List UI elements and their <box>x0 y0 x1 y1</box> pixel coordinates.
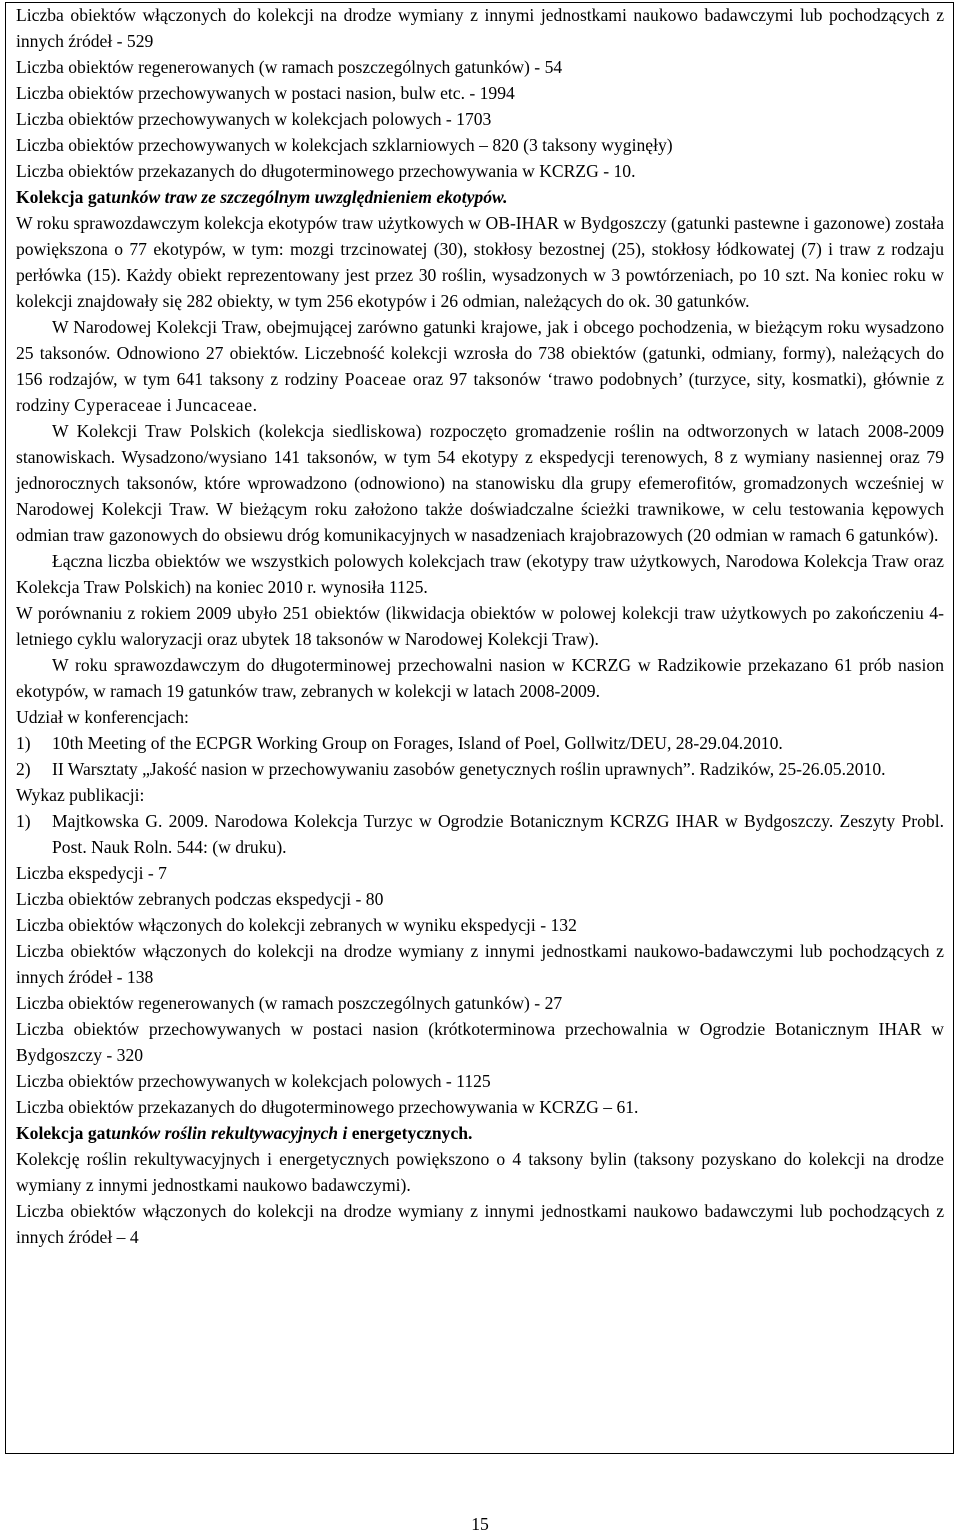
publications-title: Wykaz publikacji: <box>16 785 145 805</box>
stat-line: Liczba obiektów włączonych do kolekcji na drodze wymiany z innymi jednostkami naukowo badawczymi lub pochodzących z innych źródeł - 529 <box>16 5 944 51</box>
stat-line: Liczba obiektów przekazanych do długoterminowego przechowywania w KCRZG - 10. <box>16 161 636 181</box>
stat-line: Liczba obiektów regenerowanych (w ramach poszczególnych gatunków) - 27 <box>16 993 563 1013</box>
paragraph-comparison-2009: W porównaniu z rokiem 2009 ubyło 251 obiektów (likwidacja obiektów w polowej kolekcji traw użytkowych po zakończeniu 4-letniego cyklu waloryzacji oraz ubytek 18 taksonów w Narodowej Kolekcji Traw). <box>16 603 944 649</box>
stat-line: Liczba obiektów przechowywanych w postaci nasion (krótkoterminowa przechowalnia w Ogrodzie Botanicznym IHAR w Bydgoszczy - 320 <box>16 1019 944 1065</box>
stat-line: Liczba obiektów regenerowanych (w ramach poszczególnych gatunków) - 54 <box>16 57 563 77</box>
stat-line: Liczba ekspedycji - 7 <box>16 863 167 883</box>
document-body <box>16 2 944 1250</box>
list-item: 2) II Warsztaty „Jakość nasion w przechowywaniu zasobów genetycznych roślin uprawnych”. Radzików, 25-26.05.2010. <box>16 759 886 779</box>
paragraph-ecotypes: W roku sprawozdawczym kolekcja ekotypów traw użytkowych w OB-IHAR w Bydgoszczy (gatunki pastewne i gazonowe) została powiększona o 77 ekotypów, w tym: mozgi trzcinowatej (30), stokłosy bezostnej (25), stokłosy łódkowatej (7) i traw z rodzaju perłówka (15). Każdy obiekt reprezentowany jest przez 30 roślin, wysadzonych w 3 powtórzeniach, po 10 szt. Na koniec roku w kolekcji znajdowały się 282 obiekty, w tym 256 ekotypów i 26 odmian, należących do ok. 30 gatunków. <box>16 213 944 311</box>
page-number: 15 <box>471 1514 489 1534</box>
stat-line: Liczba obiektów zebranych podczas ekspedycji - 80 <box>16 889 384 909</box>
paragraph-reclamation: Kolekcję roślin rekultywacyjnych i energetycznych powiększono o 4 taksony bylin (taksony pozyskano do kolekcji na drodze wymiany z innymi jednostkami naukowo badawczymi). <box>16 1149 944 1195</box>
stat-line: Liczba obiektów przechowywanych w postaci nasion, bulw etc. - 1994 <box>16 83 515 103</box>
stat-line: Liczba obiektów przechowywanych w kolekcjach polowych - 1125 <box>16 1071 491 1091</box>
paragraph-total-objects: Łączna liczba obiektów we wszystkich polowych kolekcjach traw (ekotypy traw użytkowych, Narodowa Kolekcja Traw oraz Kolekcja Traw Polskich) na koniec 2010 r. wynosiła 1125. <box>16 551 944 597</box>
paragraph-polish-grasses: W Kolekcji Traw Polskich (kolekcja siedliskowa) rozpoczęto gromadzenie roślin na odtworzonych w latach 2008-2009 stanowiskach. Wysadzono/wysiano 141 taksonów, w tym 54 ekotypy z ekspedycji terenowych, 8 z wymiany nasiennej oraz 79 jednorocznych taksonów, które wprowadzono (odnowiono) na stanowisku dla grupy efemerofitów, gromadzonych wcześniej w Narodowej Kolekcji Traw. W bieżącym roku założono także doświadczalne ścieżki trawnikowe, w celu testowania kępowych odmian traw gazonowych do obsiewu dróg komunikacyjnych w nasadzeniach krajobrazowych (20 odmian w ramach 6 gatunków). <box>16 421 944 545</box>
stat-line: Liczba obiektów włączonych do kolekcji zebranych w wyniku ekspedycji - 132 <box>16 915 577 935</box>
conferences-title: Udział w konferencjach: <box>16 707 189 727</box>
list-item: 1) Majtkowska G. 2009. Narodowa Kolekcja Turzyc w Ogrodzie Botanicznym KCRZG IHAR w Bydgoszczy. Zeszyty Probl. Post. Nauk Roln. 544: (w druku). <box>16 811 944 857</box>
paragraph-long-term-storage: W roku sprawozdawczym do długoterminowej przechowalni nasion w KCRZG w Radzikowie przekazano 61 prób nasion ekotypów, w ramach 19 gatunków traw, zebranych w kolekcji w latach 2008-2009. <box>16 655 944 701</box>
stat-line: Liczba obiektów włączonych do kolekcji na drodze wymiany z innymi jednostkami naukowo-badawczymi lub pochodzących z innych źródeł - 138 <box>16 941 944 987</box>
stat-line: Liczba obiektów przechowywanych w kolekcjach polowych - 1703 <box>16 109 492 129</box>
stat-line: Liczba obiektów przekazanych do długoterminowego przechowywania w KCRZG – 61. <box>16 1097 639 1117</box>
list-item: 1) 10th Meeting of the ECPGR Working Group on Forages, Island of Poel, Gollwitz/DEU, 28-29.04.2010. <box>16 733 783 753</box>
conference-list <box>16 730 944 782</box>
section-heading-reclamation: Kolekcja gatunków roślin rekultywacyjnych i energetycznych. <box>16 1123 473 1143</box>
section-heading-grasses: Kolekcja gatunków traw ze szczególnym uwzględnieniem ekotypów. <box>16 187 508 207</box>
paragraph-national-collection: W Narodowej Kolekcji Traw, obejmującej zarówno gatunki krajowe, jak i obcego pochodzenia, w bieżącym roku wysadzono 25 taksonów. Odnowiono 27 obiektów. Liczebność kolekcji wzrosła do 738 obiektów (gatunki, odmiany, formy), należących do 156 rodzajów, w tym 641 taksony z rodziny Poaceae oraz 97 taksonów ‘trawo podobnych’ (turzyce, sity, kosmatki), głównie z rodziny Cyperaceae i Juncaceae. <box>16 317 944 415</box>
publication-list <box>16 808 944 860</box>
stat-line: Liczba obiektów przechowywanych w kolekcjach szklarniowych – 820 (3 taksony wyginęły) <box>16 135 673 155</box>
stat-line: Liczba obiektów włączonych do kolekcji na drodze wymiany z innymi jednostkami naukowo badawczymi lub pochodzących z innych źródeł – 4 <box>16 1201 944 1247</box>
